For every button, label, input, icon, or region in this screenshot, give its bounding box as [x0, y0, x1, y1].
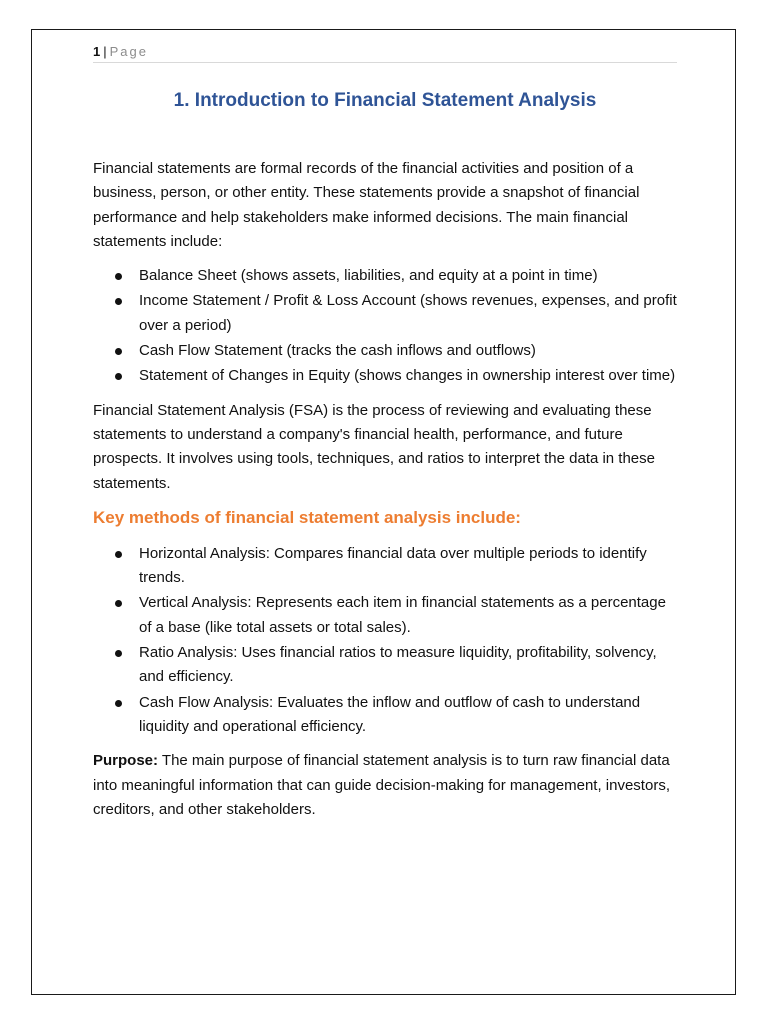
list-item-text: Income Statement / Profit & Loss Account (shows revenues, expenses, and profit over a period)	[139, 292, 677, 334]
bullet-icon	[115, 600, 122, 607]
purpose-label: Purpose:	[93, 752, 159, 770]
bullet-icon	[115, 700, 122, 707]
list-item	[93, 691, 677, 740]
page-header	[93, 43, 677, 63]
bullet-icon	[115, 373, 122, 380]
intro-paragraph: Financial statements are formal records of the financial activities and position of a business, person, or other entity. These statements provide a snapshot of financial performance and help stakeholders make informed decisions. The main financial statements include:	[93, 160, 640, 250]
page-number: 1	[93, 44, 101, 59]
list-item	[93, 542, 677, 591]
bullet-icon	[115, 650, 122, 657]
purpose-text: The main purpose of financial statement analysis is to turn raw financial data into meaningful information that can guide decision-making for management, investors, creditors, and other stakeholders.	[93, 752, 670, 818]
document-body	[93, 157, 677, 832]
bullet-icon	[115, 298, 122, 305]
list-item-text: Vertical Analysis: Represents each item in financial statements as a percentage of a base (like total assets or total sales).	[139, 594, 666, 636]
header-separator: |	[103, 44, 107, 59]
list-item-text: Ratio Analysis: Uses financial ratios to measure liquidity, profitability, solvency, and efficiency.	[139, 644, 657, 686]
bullet-icon	[115, 348, 122, 355]
list-item	[93, 264, 677, 288]
bullet-icon	[115, 273, 122, 280]
list-item	[93, 364, 677, 388]
list-item	[93, 641, 677, 690]
list-item	[93, 591, 677, 640]
methods-list	[93, 542, 677, 739]
bullet-icon	[115, 551, 122, 558]
list-item-text: Cash Flow Analysis: Evaluates the inflow and outflow of cash to understand liquidity and operational efficiency.	[139, 693, 641, 735]
methods-heading: Key methods of financial statement analysis include:	[93, 507, 521, 527]
statements-list	[93, 264, 677, 388]
document-title: 1. Introduction to Financial Statement Analysis	[173, 90, 597, 111]
list-item	[93, 289, 677, 338]
list-item	[93, 339, 677, 363]
list-item-text: Statement of Changes in Equity (shows changes in ownership interest over time)	[139, 367, 676, 385]
list-item-text: Horizontal Analysis: Compares financial data over multiple periods to identify trends.	[139, 544, 647, 587]
page-label: Page	[109, 44, 148, 59]
list-item-text: Balance Sheet (shows assets, liabilities, and equity at a point in time)	[139, 267, 598, 285]
fsa-paragraph: Financial Statement Analysis (FSA) is the process of reviewing and evaluating these statements to understand a company's financial health, performance, and future prospects. It involves using tools, techniques, and ratios to interpret the data in these statements.	[93, 401, 655, 492]
purpose-paragraph	[93, 749, 677, 822]
list-item-text: Cash Flow Statement (tracks the cash inflows and outflows)	[139, 342, 536, 360]
